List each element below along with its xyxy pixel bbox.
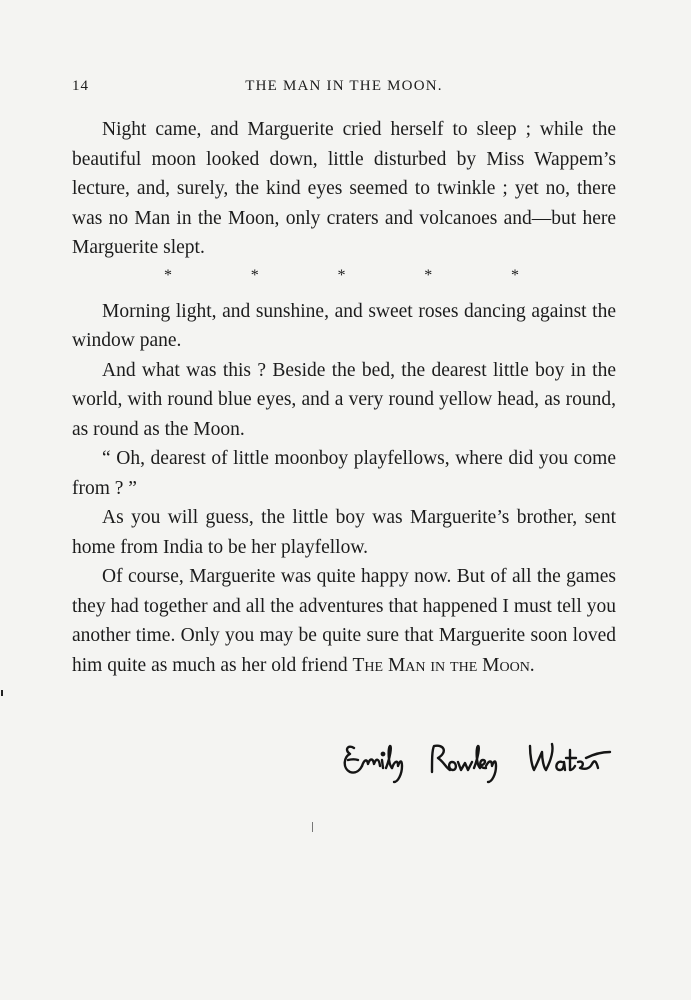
page-speck: [312, 822, 313, 832]
section-break-star: *: [511, 266, 519, 284]
body-text: [72, 115, 616, 680]
page-header: [72, 78, 616, 102]
running-title: THE MAN IN THE MOON.: [245, 78, 443, 94]
section-break-star: *: [424, 266, 433, 284]
section-break-star: *: [164, 266, 172, 284]
section-break: [164, 263, 519, 297]
paragraph-6-title-name: The Man in the Moon.: [352, 654, 535, 676]
paragraph-5: As you will guess, the little boy was Marguerite’s brother, sent home from India to be her playfellow.: [72, 507, 616, 558]
signature-drawing: [340, 738, 620, 788]
page-number: 14: [72, 78, 89, 94]
paragraph-2: Morning light, and sunshine, and sweet roses dancing against the window pane.: [72, 300, 616, 351]
paragraph-4: “ Oh, dearest of little moonboy playfellows, where did you come from ? ”: [72, 448, 616, 499]
paragraph-6-text: Of course, Marguerite was quite happy now. But of all the games they had together and all the adventures that happened I must tell you another time. Only you may be quite sure that Marguerite soon loved him quite as much as her old friend: [72, 566, 616, 676]
section-break-star: *: [250, 266, 259, 284]
paragraph-1: Night came, and Marguerite cried herself to sleep ; while the beautiful moon looked down, little disturbed by Miss Wappem’s lecture, and, surely, the kind eyes seemed to twinkle ; yet no, there was no Man in the Moon, only craters and volcanoes and—but here Marguerite slept.: [72, 119, 616, 258]
paragraph-3: And what was this ? Beside the bed, the dearest little boy in the world, with round blue eyes, and a very round yellow head, as round, as round as the Moon.: [72, 359, 616, 440]
margin-mark: [1, 690, 3, 696]
section-break-star: *: [337, 266, 346, 284]
handwritten-signature: [340, 738, 620, 788]
paragraph-6: [72, 562, 616, 680]
